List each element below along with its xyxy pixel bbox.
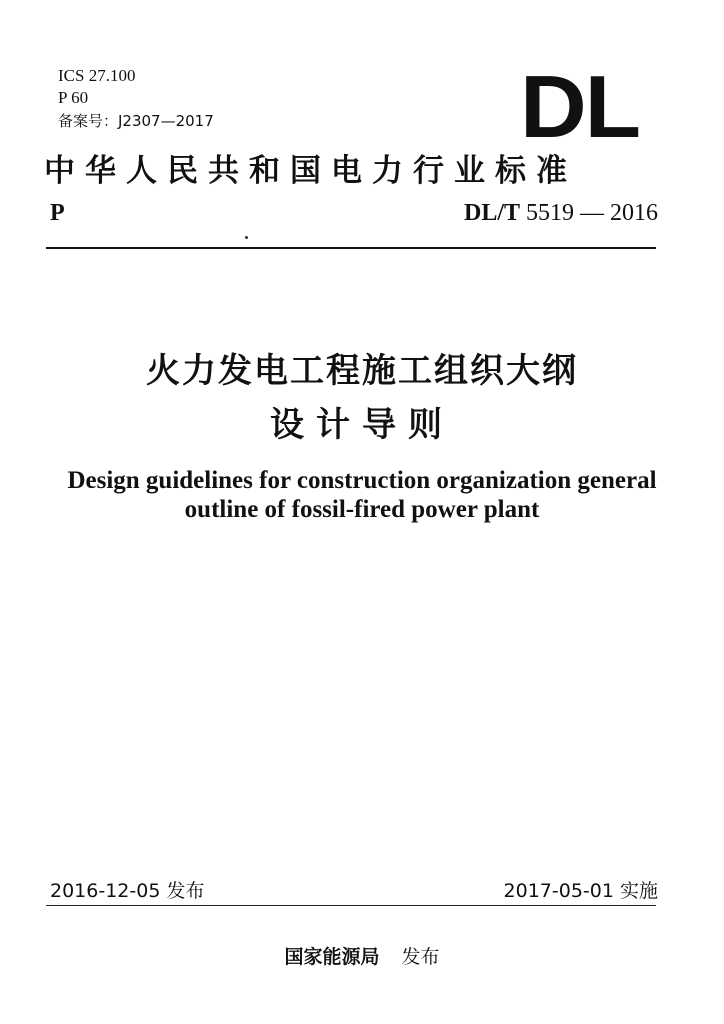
industry-standard-heading: 中华人民共和国电力行业标准: [44, 153, 577, 189]
standard-number: [464, 200, 658, 227]
dl-logo: [520, 56, 650, 156]
issue-date: 2016-12-05 发布: [50, 880, 205, 902]
record-number: 备案号：J2307—2017: [58, 112, 214, 130]
title-chinese-line-1: 火力发电工程施工组织大纲: [146, 351, 578, 391]
publisher-action: 发布: [401, 946, 440, 968]
dl-logo-text: DL: [520, 57, 639, 156]
standard-number-prefix: DL/T: [463, 200, 520, 226]
title-english-line-2: outline of fossil-fired power plant: [184, 496, 540, 523]
classification-letter: P: [50, 200, 65, 226]
print-dot: [245, 236, 248, 239]
footer-divider: [46, 905, 656, 906]
publisher-name: 国家能源局: [284, 946, 380, 968]
ics-code: ICS 27.100: [58, 66, 136, 85]
publisher-line: [0, 942, 724, 969]
implementation-date: 2017-05-01 实施: [503, 880, 658, 902]
p-classification-code: P 60: [58, 88, 89, 107]
title-chinese-line-2: 设计导则: [270, 405, 454, 445]
title-english-line-1: Design guidelines for construction organization general: [67, 467, 657, 494]
header-divider: [46, 247, 656, 249]
standard-number-value: 5519 — 2016: [526, 200, 658, 226]
